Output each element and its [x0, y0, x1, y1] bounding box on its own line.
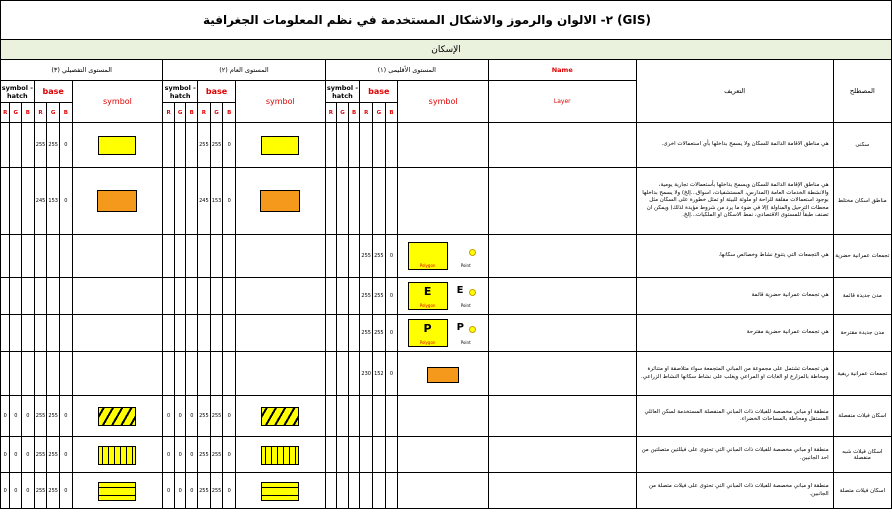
base-value-cell: 255	[47, 437, 60, 473]
base-value-cell: 245	[198, 168, 211, 235]
base-value-cell	[60, 352, 73, 396]
base-value-cell: 255	[34, 123, 47, 168]
base-header: base	[34, 81, 72, 103]
base-value-cell	[60, 235, 73, 278]
polygon-swatch	[408, 319, 448, 347]
hatch-value-cell	[325, 352, 337, 396]
polygon-label: Polygon	[419, 340, 436, 345]
term-cell: اسكان فيلات منفصلة	[833, 396, 891, 437]
polygon-letter: P	[423, 322, 432, 335]
base-value-cell: 230	[360, 352, 373, 396]
symbol-header: symbol	[398, 81, 489, 123]
hatch-value-cell	[337, 278, 349, 315]
base-value-cell	[34, 278, 47, 315]
base-value-cell	[34, 235, 47, 278]
point-letter: E	[456, 285, 464, 296]
base-value-cell	[385, 396, 398, 437]
base-value-cell	[223, 278, 236, 315]
hatch-value-cell	[348, 473, 360, 509]
hatch-value-cell	[348, 235, 360, 278]
g-header: G	[174, 103, 186, 123]
b-header: B	[223, 103, 236, 123]
base-value-cell: 255	[198, 437, 211, 473]
base-value-cell: 0	[223, 437, 236, 473]
base-value-cell	[360, 396, 373, 437]
base-value-cell	[34, 315, 47, 352]
hatch-value-cell: 0	[22, 437, 35, 473]
hatch-value-cell	[337, 315, 349, 352]
hatch-value-cell: 0	[1, 473, 10, 509]
base-value-cell: 245	[34, 168, 47, 235]
base-value-cell: 0	[223, 168, 236, 235]
hatch-value-cell	[174, 235, 186, 278]
layer-cell	[488, 123, 636, 168]
base-value-cell: 255	[47, 473, 60, 509]
term-cell: تجمعات عمرانية حضرية	[833, 235, 891, 278]
hatch-value-cell	[348, 123, 360, 168]
base-value-cell	[198, 315, 211, 352]
hatch-value-cell	[1, 168, 10, 235]
hatch-value-cell	[186, 168, 198, 235]
base-value-cell	[373, 473, 386, 509]
base-value-cell: 255	[210, 123, 223, 168]
orange-fill-swatch	[97, 190, 137, 212]
hatch-value-cell	[1, 278, 10, 315]
polygon-label: Polygon	[419, 263, 436, 268]
table-row	[1, 352, 892, 396]
hatch-value-cell	[186, 278, 198, 315]
term-cell: مدن جديدة مقترحة	[833, 315, 891, 352]
base-value-cell: 255	[34, 396, 47, 437]
symbol-cell	[398, 352, 489, 396]
symbol-cell	[398, 123, 489, 168]
hatch-value-cell	[22, 278, 35, 315]
hatch-value-cell	[163, 315, 175, 352]
base-value-cell: 0	[385, 235, 398, 278]
hatch-value-cell	[348, 396, 360, 437]
layer-cell	[488, 437, 636, 473]
g-header: G	[373, 103, 386, 123]
base-value-cell: 255	[34, 437, 47, 473]
hatch-value-cell: 0	[174, 437, 186, 473]
base-value-cell: 255	[47, 123, 60, 168]
hatch-value-cell	[325, 396, 337, 437]
base-value-cell: 0	[60, 123, 73, 168]
table-row	[1, 473, 892, 509]
hatch-value-cell: 0	[186, 396, 198, 437]
hatch-value-cell	[325, 235, 337, 278]
symbol-cell	[398, 168, 489, 235]
base-value-cell: 153	[210, 168, 223, 235]
hatch-value-cell	[348, 168, 360, 235]
polygon-swatch	[408, 242, 448, 270]
hatch-value-cell	[174, 168, 186, 235]
hatch-value-cell	[174, 123, 186, 168]
base-value-cell	[360, 473, 373, 509]
hatch-diag-swatch	[98, 407, 136, 426]
hatch-value-cell	[22, 168, 35, 235]
symbol-cell	[398, 437, 489, 473]
base-value-cell	[373, 396, 386, 437]
base-value-cell	[47, 352, 60, 396]
hatch-horz-swatch	[98, 482, 136, 501]
hatch-value-cell: 0	[1, 437, 10, 473]
base-value-cell: 255	[373, 315, 386, 352]
base-value-cell: 0	[385, 278, 398, 315]
r-header: R	[34, 103, 47, 123]
b-header: B	[385, 103, 398, 123]
base-value-cell: 152	[373, 352, 386, 396]
definition-cell: هي تجمعات عمرانية حضرية قائمة	[636, 278, 833, 315]
base-value-cell: 255	[210, 437, 223, 473]
section-title: الإسكان	[1, 40, 892, 60]
orange-fill-swatch	[260, 190, 300, 212]
definition-cell: منطقة او مباني مخصصة للفيلات ذات المباني المنفصلة المستخدمة لسكن العائلي المستقل ومحاطة بالمساحات الخضراء.	[636, 396, 833, 437]
base-value-cell: 153	[47, 168, 60, 235]
base-value-cell	[198, 278, 211, 315]
base-value-cell: 255	[210, 473, 223, 509]
point-symbol	[453, 320, 479, 346]
hatch-value-cell: 0	[163, 437, 175, 473]
base-value-cell	[360, 168, 373, 235]
name-header: Name	[488, 60, 636, 81]
point-label: Point	[460, 263, 471, 268]
base-value-cell: 0	[385, 352, 398, 396]
symbol-cell	[236, 235, 326, 278]
symbol-cell	[236, 168, 326, 235]
base-value-cell	[373, 168, 386, 235]
table-row	[1, 168, 892, 235]
hatch-value-cell	[337, 168, 349, 235]
orange-fill-swatch	[427, 367, 459, 383]
base-value-cell: 0	[223, 396, 236, 437]
b-header: B	[186, 103, 198, 123]
base-value-cell	[60, 278, 73, 315]
base-value-cell: 255	[47, 396, 60, 437]
term-cell: مناطق اسكان مختلط	[833, 168, 891, 235]
symbol-cell	[72, 396, 163, 437]
r-header: R	[360, 103, 373, 123]
hatch-value-cell	[348, 315, 360, 352]
hatch-value-cell	[325, 437, 337, 473]
point-symbol	[453, 283, 479, 309]
hatch-vert-swatch	[98, 446, 136, 465]
hatch-value-cell	[10, 352, 22, 396]
base-value-cell: 255	[360, 235, 373, 278]
symbol-cell	[236, 473, 326, 509]
layer-cell	[488, 473, 636, 509]
g-header: G	[47, 103, 60, 123]
hatch-value-cell	[163, 123, 175, 168]
base-value-cell: 255	[198, 396, 211, 437]
term-cell: اسكان فيلات شبه منفصلة	[833, 437, 891, 473]
symbol-cell	[236, 352, 326, 396]
hatch-value-cell	[337, 437, 349, 473]
table-row	[1, 235, 892, 278]
hatch-value-cell	[10, 168, 22, 235]
base-value-cell	[385, 168, 398, 235]
hatch-value-cell	[1, 352, 10, 396]
symbol-cell	[72, 168, 163, 235]
b-header: B	[60, 103, 73, 123]
hatch-value-cell	[163, 278, 175, 315]
hatch-value-cell	[10, 278, 22, 315]
base-value-cell: 0	[60, 437, 73, 473]
symbol-cell	[72, 437, 163, 473]
base-value-cell: 0	[60, 396, 73, 437]
hatch-value-cell: 0	[1, 396, 10, 437]
yellow-fill-swatch	[98, 136, 136, 155]
layer-cell	[488, 168, 636, 235]
polygon-swatch	[408, 282, 448, 310]
hatch-value-cell	[325, 168, 337, 235]
base-value-cell	[47, 235, 60, 278]
base-value-cell	[210, 235, 223, 278]
g-header: G	[210, 103, 223, 123]
symbol-cell	[236, 123, 326, 168]
term-cell: سكنى	[833, 123, 891, 168]
hatch-value-cell	[337, 352, 349, 396]
symbol-cell	[398, 315, 489, 352]
hatch-value-cell: 0	[10, 396, 22, 437]
base-value-cell: 0	[60, 168, 73, 235]
g-header: G	[10, 103, 22, 123]
base-value-cell	[223, 352, 236, 396]
term-cell: مدن جديدة قائمة	[833, 278, 891, 315]
base-value-cell	[373, 437, 386, 473]
b-header: B	[348, 103, 360, 123]
base-value-cell: 255	[198, 473, 211, 509]
base-value-cell: 255	[360, 278, 373, 315]
r-header: R	[163, 103, 175, 123]
hatch-value-cell	[22, 123, 35, 168]
symbol-cell	[236, 437, 326, 473]
base-value-cell	[47, 315, 60, 352]
symbol-header: symbol	[236, 81, 326, 123]
hatch-vert-swatch	[261, 446, 299, 465]
hatch-value-cell	[325, 473, 337, 509]
hatch-value-cell: 0	[22, 396, 35, 437]
base-value-cell	[60, 315, 73, 352]
hatch-value-cell	[1, 123, 10, 168]
base-header: base	[360, 81, 398, 103]
base-value-cell: 0	[385, 315, 398, 352]
definition-cell: هي تجمعات تشتمل على مجموعة من المباني المتجمعة سواء متلاصقة او متناثرة ومحاطة بالمزارع او الغابات او المراعي ويغلب على نشاط سكانها النشاط الزراعي.	[636, 352, 833, 396]
symbol-cell	[72, 473, 163, 509]
point-symbol	[453, 243, 479, 269]
layer-cell	[488, 278, 636, 315]
hatch-value-cell	[325, 278, 337, 315]
table-row	[1, 315, 892, 352]
symbol-cell	[236, 278, 326, 315]
hatch-value-cell	[337, 235, 349, 278]
base-value-cell	[210, 352, 223, 396]
hatch-value-cell: 0	[10, 473, 22, 509]
b-header: B	[22, 103, 35, 123]
hatch-value-cell	[10, 123, 22, 168]
hatch-header: symbol - hatch	[163, 81, 198, 103]
hatch-value-cell	[163, 168, 175, 235]
base-value-cell: 255	[34, 473, 47, 509]
base-header: base	[198, 81, 236, 103]
layer-cell	[488, 352, 636, 396]
base-value-cell	[360, 123, 373, 168]
hatch-header: symbol - hatch	[1, 81, 35, 103]
base-value-cell: 0	[60, 473, 73, 509]
point-dot-icon	[469, 289, 476, 296]
base-value-cell	[385, 123, 398, 168]
point-dot-icon	[469, 249, 476, 256]
base-value-cell: 255	[360, 315, 373, 352]
hatch-value-cell: 0	[22, 473, 35, 509]
definition-cell: منطقة او مباني مخصصة للفيلات ذات المباني التي تحتوى على فيللتين متصلتين من احد الجانبين.	[636, 437, 833, 473]
point-letter: P	[456, 322, 465, 333]
definition-header: التعريف	[636, 60, 833, 123]
hatch-value-cell	[337, 396, 349, 437]
r-header: R	[1, 103, 10, 123]
base-value-cell	[47, 278, 60, 315]
definition-cell: منطقة او مباني مخصصة للفيلات ذات المباني التي تحتوى على فيلات متصلة من الجانبين.	[636, 473, 833, 509]
base-value-cell	[360, 437, 373, 473]
layer-cell	[488, 396, 636, 437]
hatch-value-cell	[186, 315, 198, 352]
layer-cell	[488, 315, 636, 352]
r-header: R	[198, 103, 211, 123]
symbol-cell	[72, 352, 163, 396]
definition-cell: هي مناطق الاقامة الدائمة للسكان ولا يسمح بداخلها بأي استعمالات اخرى.	[636, 123, 833, 168]
hatch-value-cell	[186, 123, 198, 168]
polygon-label: Polygon	[419, 303, 436, 308]
point-label: Point	[460, 340, 471, 345]
hatch-value-cell	[22, 352, 35, 396]
base-value-cell	[34, 352, 47, 396]
table-row	[1, 396, 892, 437]
hatch-value-cell: 0	[174, 473, 186, 509]
base-value-cell	[198, 235, 211, 278]
symbol-cell	[398, 396, 489, 437]
symbol-cell	[236, 396, 326, 437]
hatch-value-cell	[325, 315, 337, 352]
layer-header: Layer	[488, 81, 636, 123]
r-header: R	[325, 103, 337, 123]
hatch-horz-swatch	[261, 482, 299, 501]
yellow-fill-swatch	[261, 136, 299, 155]
level-general-header: المستوى العام (٢)	[163, 60, 325, 81]
hatch-value-cell	[1, 235, 10, 278]
definition-cell: هي مناطق الإقامة الدائمة للسكان ويسمح بداخلها بأستعمالات تجارية يومية، والانشطة الخدمات العامة (المدارس، المستشفيات، اسواق...إلخ) ولا يسمح بداخلها بوجود استعمالات مقلقة للراحة او ملوثة للبيئة او تمثل خطورة على السكان مثل محطات الترحيل والمناولة )إلا في ضوء ما يرد من شروط مؤيدة لذلك( ويمكن ان تصنف طبقاً للمستوى الاقتصادي، نمط الاسكان او الملكيات...إلخ.	[636, 168, 833, 235]
hatch-value-cell	[22, 315, 35, 352]
base-value-cell	[210, 278, 223, 315]
layer-cell	[488, 235, 636, 278]
definition-cell: هي تجمعات عمرانية حضرية مقترحة	[636, 315, 833, 352]
symbol-cell	[72, 123, 163, 168]
hatch-value-cell: 0	[174, 396, 186, 437]
hatch-value-cell	[186, 235, 198, 278]
base-value-cell	[385, 437, 398, 473]
hatch-value-cell	[348, 352, 360, 396]
base-value-cell: 255	[198, 123, 211, 168]
point-label: Point	[460, 303, 471, 308]
definition-cell: هي التجمعات التي يتنوع نشاط وخصائص سكانها.	[636, 235, 833, 278]
symbol-cell	[72, 235, 163, 278]
polygon-letter: E	[423, 285, 432, 298]
hatch-value-cell	[186, 352, 198, 396]
g-header: G	[337, 103, 349, 123]
hatch-value-cell: 0	[163, 396, 175, 437]
base-value-cell	[223, 235, 236, 278]
point-dot-icon	[469, 326, 476, 333]
hatch-value-cell	[337, 123, 349, 168]
symbol-cell	[398, 278, 489, 315]
hatch-diag-swatch	[261, 407, 299, 426]
hatch-value-cell: 0	[186, 473, 198, 509]
hatch-value-cell: 0	[186, 437, 198, 473]
level-detailed-header: المستوى التفصيلي (٣)	[1, 60, 163, 81]
base-value-cell: 255	[373, 235, 386, 278]
symbol-cell	[72, 278, 163, 315]
base-value-cell	[210, 315, 223, 352]
hatch-header: symbol - hatch	[325, 81, 360, 103]
symbol-cell	[72, 315, 163, 352]
symbol-cell	[398, 473, 489, 509]
table-row	[1, 437, 892, 473]
symbol-cell	[236, 315, 326, 352]
base-value-cell	[223, 315, 236, 352]
base-value-cell	[373, 123, 386, 168]
hatch-value-cell	[174, 352, 186, 396]
sheet-title: ٢- الالوان والرموز والاشكال المستخدمة في نظم المعلومات الجغرافية (GIS)	[1, 1, 892, 40]
hatch-value-cell	[348, 437, 360, 473]
base-value-cell	[385, 473, 398, 509]
hatch-value-cell	[174, 315, 186, 352]
hatch-value-cell	[10, 235, 22, 278]
symbol-cell	[398, 235, 489, 278]
hatch-value-cell	[325, 123, 337, 168]
base-value-cell	[198, 352, 211, 396]
symbol-header: symbol	[72, 81, 163, 123]
hatch-value-cell	[174, 278, 186, 315]
hatch-value-cell: 0	[10, 437, 22, 473]
hatch-value-cell	[22, 235, 35, 278]
base-value-cell: 255	[210, 396, 223, 437]
hatch-value-cell	[348, 278, 360, 315]
base-value-cell: 255	[373, 278, 386, 315]
hatch-value-cell	[163, 235, 175, 278]
level-regional-header: المستوى الأقليمى (١)	[325, 60, 488, 81]
term-header: المصطلح	[833, 60, 891, 123]
hatch-value-cell	[1, 315, 10, 352]
hatch-value-cell	[10, 315, 22, 352]
base-value-cell: 0	[223, 123, 236, 168]
term-cell: تجمعات عمرانية ريفية	[833, 352, 891, 396]
base-value-cell: 0	[223, 473, 236, 509]
hatch-value-cell: 0	[163, 473, 175, 509]
hatch-value-cell	[163, 352, 175, 396]
hatch-value-cell	[337, 473, 349, 509]
table-row	[1, 278, 892, 315]
term-cell: اسكان فيلات متصلة	[833, 473, 891, 509]
table-row	[1, 123, 892, 168]
